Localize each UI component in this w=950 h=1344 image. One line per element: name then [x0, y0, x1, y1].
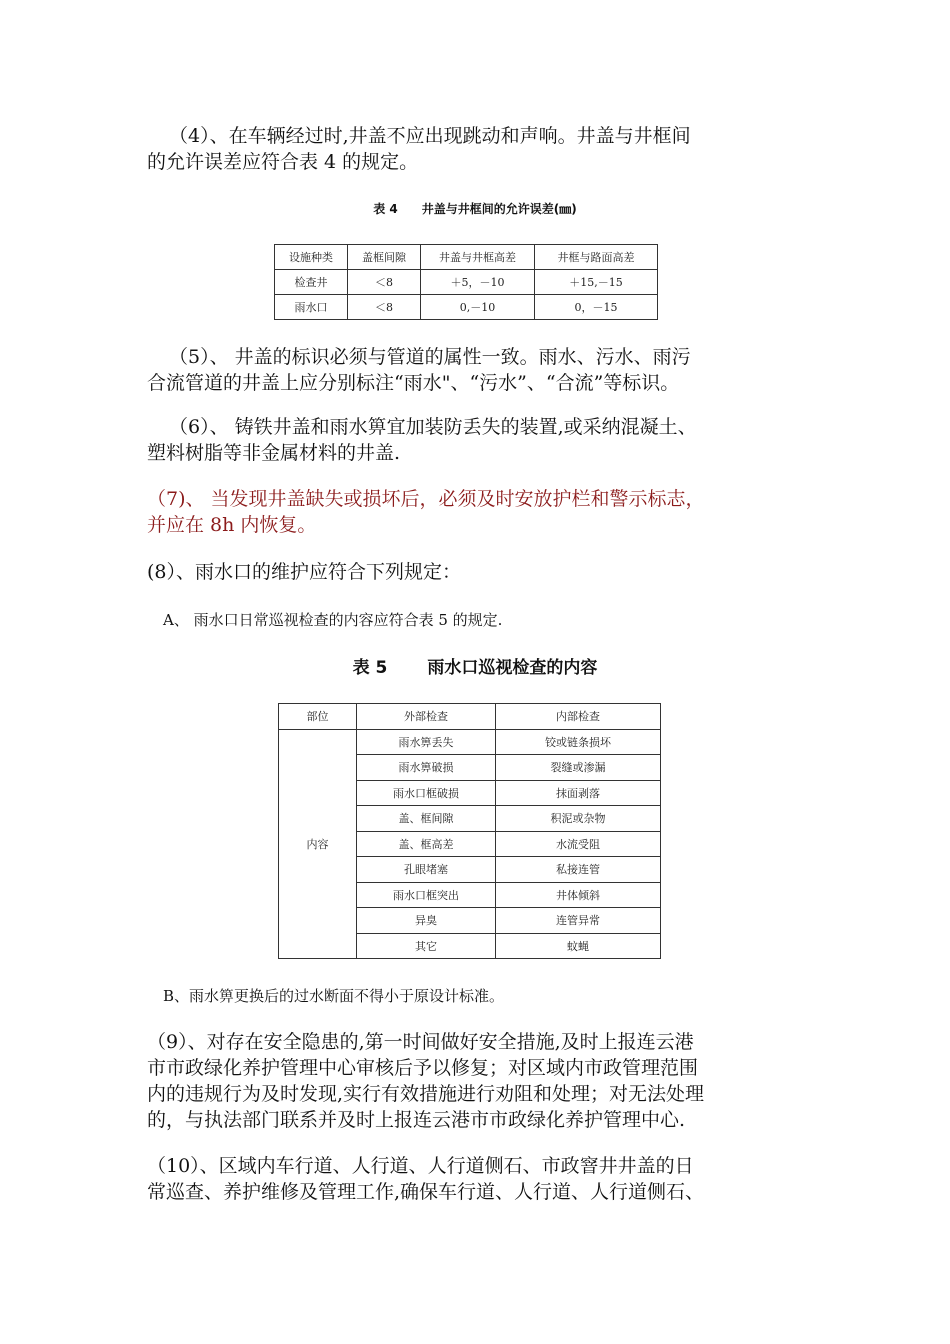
table-cell: 盖、框高差: [357, 831, 496, 857]
table-cell: 私接连管: [496, 857, 661, 883]
table-cell: 0,－10: [421, 295, 535, 320]
paragraph-10-line-2: 常巡查、养护维修及管理工作,确保车行道、人行道、人行道侧石、: [147, 1181, 705, 1203]
table-cell: 雨水口框突出: [357, 882, 496, 908]
table-header-cell: 内部检查: [496, 704, 661, 730]
table-cell: 水流受阻: [496, 831, 661, 857]
table-header-cell: 部位: [279, 704, 357, 730]
table-5-number: 表 5: [352, 658, 388, 678]
table-cell: 积泥或杂物: [496, 806, 661, 832]
table-5-title: 雨水口巡视检查的内容: [427, 658, 598, 678]
item-b: [163, 986, 504, 1006]
table-header-cell: 外部检查: [357, 704, 496, 730]
table-header-cell: 井盖与井框高差: [421, 245, 535, 270]
table-cell: 井体倾斜: [496, 882, 661, 908]
paragraph-5: [147, 344, 847, 396]
paragraph-5-line-1: （5）、 井盖的标识必须与管道的属性一致。雨水、污水、雨污: [169, 346, 691, 368]
table-cell: 异臭: [357, 908, 496, 934]
table-cell: 雨水口框破损: [357, 780, 496, 806]
table-cell: 铰或链条损坏: [496, 729, 661, 755]
paragraph-6: [147, 414, 837, 466]
item-a-text: A、 雨水口日常巡视检查的内容应符合表 5 的规定.: [163, 611, 503, 629]
table-cell: 盖、框间隙: [357, 806, 496, 832]
table-cell: 雨水口: [275, 295, 348, 320]
paragraph-4-line-1: （4）、在车辆经过时,井盖不应出现跳动和声响。井盖与井框间: [169, 125, 691, 147]
table-cell: 抹面剥落: [496, 780, 661, 806]
table-cell: 0，－15: [535, 295, 658, 320]
table-header-row: [279, 704, 661, 730]
table-cell: ＜8: [348, 295, 421, 320]
table-4-title: 井盖与井框间的允许误差(㎜): [421, 202, 577, 216]
item-b-text: B、雨水箅更换后的过水断面不得小于原设计标准。: [163, 987, 505, 1005]
table-5-caption: [0, 657, 950, 679]
table-cell: 其它: [357, 933, 496, 959]
table-row: [279, 729, 661, 755]
paragraph-8-line-1: (8）、雨水口的维护应符合下列规定：: [147, 561, 462, 583]
table-cell: ＋5，－10: [421, 270, 535, 295]
table-4: [274, 244, 658, 320]
table-section-cell: 内容: [279, 729, 357, 959]
table-row: [275, 270, 658, 295]
paragraph-9: [147, 1029, 837, 1133]
paragraph-7-line-1: （7)、 当发现井盖缺失或损坏后，必须及时安放护栏和警示标志，: [147, 488, 705, 510]
paragraph-10-line-1: （10）、区域内车行道、人行道、人行道侧石、市政窨井井盖的日: [147, 1155, 694, 1177]
table-cell: ＋15,－15: [535, 270, 658, 295]
paragraph-9-line-2: 市市政绿化养护管理中心审核后予以修复；对区域内市政管理范围: [147, 1057, 699, 1079]
paragraph-9-line-4: 的，与执法部门联系并及时上报连云港市市政绿化养护管理中心.: [147, 1109, 686, 1131]
paragraph-7: [147, 486, 837, 538]
table-cell: 检查井: [275, 270, 348, 295]
paragraph-4-line-2: 的允许误差应符合表 4 的规定。: [147, 151, 419, 173]
paragraph-9-line-3: 内的违规行为及时发现,实行有效措施进行劝阻和处理；对无法处理: [147, 1083, 705, 1105]
table-header-cell: 井框与路面高差: [535, 245, 658, 270]
table-header-cell: 盖框间隙: [348, 245, 421, 270]
table-5: [278, 703, 661, 959]
table-header-row: [275, 245, 658, 270]
table-cell: 裂缝或渗漏: [496, 755, 661, 781]
table-header-cell: 设施种类: [275, 245, 348, 270]
paragraph-5-line-2: 合流管道的井盖上应分别标注“雨水"、“污水”、“合流”等标识。: [147, 372, 680, 394]
table-row: [275, 295, 658, 320]
paragraph-6-line-2: 塑料树脂等非金属材料的井盖.: [147, 442, 401, 464]
table-4-number: 表 4: [373, 202, 398, 216]
paragraph-4: [147, 123, 837, 175]
paragraph-10: [147, 1153, 837, 1205]
table-cell: 雨水箅丢失: [357, 729, 496, 755]
paragraph-6-line-1: （6）、 铸铁井盖和雨水箅宜加装防丢失的装置,或采纳混凝土、: [169, 416, 697, 438]
table-cell: 孔眼堵塞: [357, 857, 496, 883]
paragraph-8: [147, 559, 837, 585]
item-a: [163, 610, 502, 630]
paragraph-7-line-2: 并应在 8h 内恢复。: [147, 514, 317, 536]
paragraph-9-line-1: （9）、对存在安全隐患的,第一时间做好安全措施,及时上报连云港: [147, 1031, 694, 1053]
table-cell: ＜8: [348, 270, 421, 295]
table-4-caption: [0, 200, 950, 218]
table-cell: 雨水箅破损: [357, 755, 496, 781]
table-cell: 连管异常: [496, 908, 661, 934]
table-cell: 蚊蝇: [496, 933, 661, 959]
